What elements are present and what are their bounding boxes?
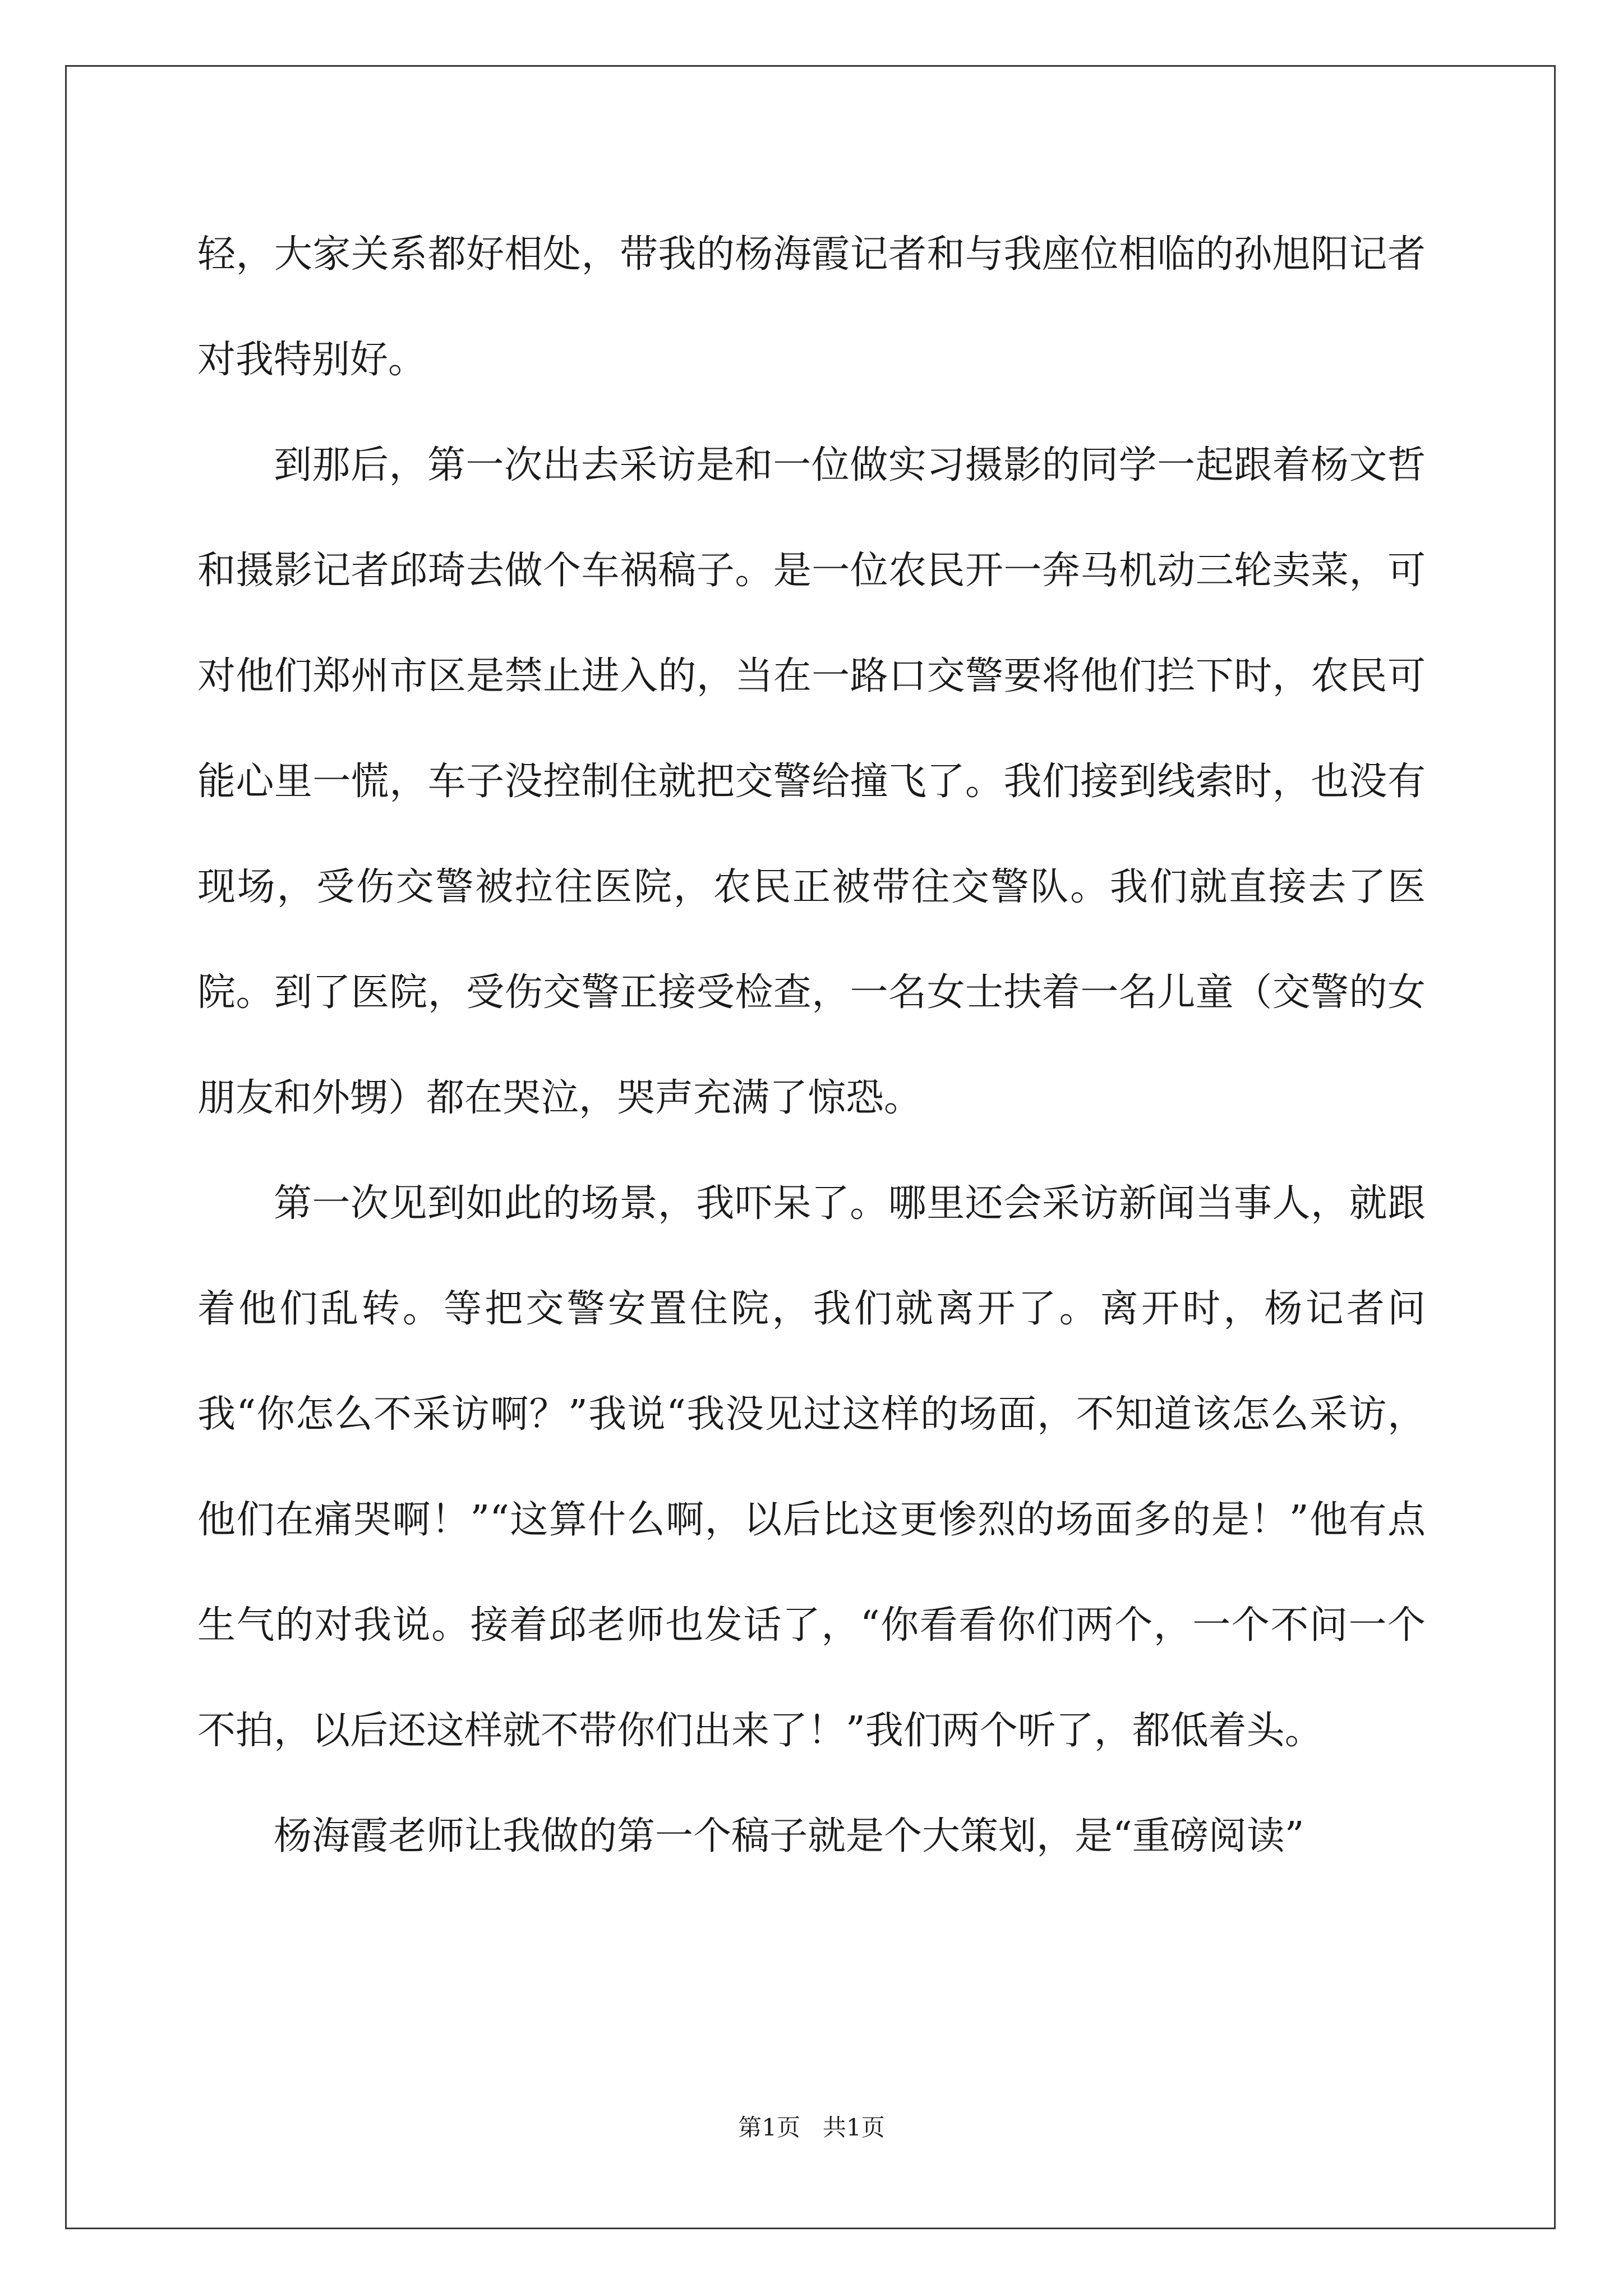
paragraph: 到那后，第一次出去采访是和一位做实习摄影的同学一起跟着杨文哲和摄影记者邱琦去做个车祸稿子。是一位农民开一奔马机动三轮卖菜，可对他们郑州市区是禁止进入的，当在一路口交警要将他们拦下时，农民可能心里一慌，车子没控制住就把交警给撞飞了。我们接到线索时，也没有现场，受伤交警被拉往医院，农民正被带往交警队。我们就直接去了医院。到了医院，受伤交警正接受检查，一名女士扶着一名儿童（交警的女朋友和外甥）都在哭泣，哭声充满了惊恐。 bbox=[197, 443, 1426, 1120]
page-footer bbox=[0, 2109, 1623, 2143]
paragraph: 第一次见到如此的场景，我吓呆了。哪里还会采访新闻当事人，就跟着他们乱转。等把交警安置住院，我们就离开了。离开时，杨记者问我“你怎么不采访啊？”我说“我没见过这样的场面，不知道该怎么采访，他们在痛哭啊！”“这算什么啊，以后比这更惨烈的场面多的是！”他有点生气的对我说。接着邱老师也发话了，“你看看你们两个，一个不问一个不拍，以后还这样就不带你们出来了！”我们两个听了，都低着头。 bbox=[197, 1181, 1426, 1753]
page-number-current: 第1页 bbox=[738, 2114, 800, 2141]
paragraph: 杨海霞老师让我做的第一个稿子就是个大策划，是“重磅阅读” bbox=[274, 1814, 1304, 1858]
page-number-total: 共1页 bbox=[823, 2114, 885, 2141]
paragraph: 轻，大家关系都好相处，带我的杨海霞记者和与我座位相临的孙旭阳记者对我特别好。 bbox=[197, 232, 1426, 382]
document-body bbox=[197, 202, 1426, 1889]
